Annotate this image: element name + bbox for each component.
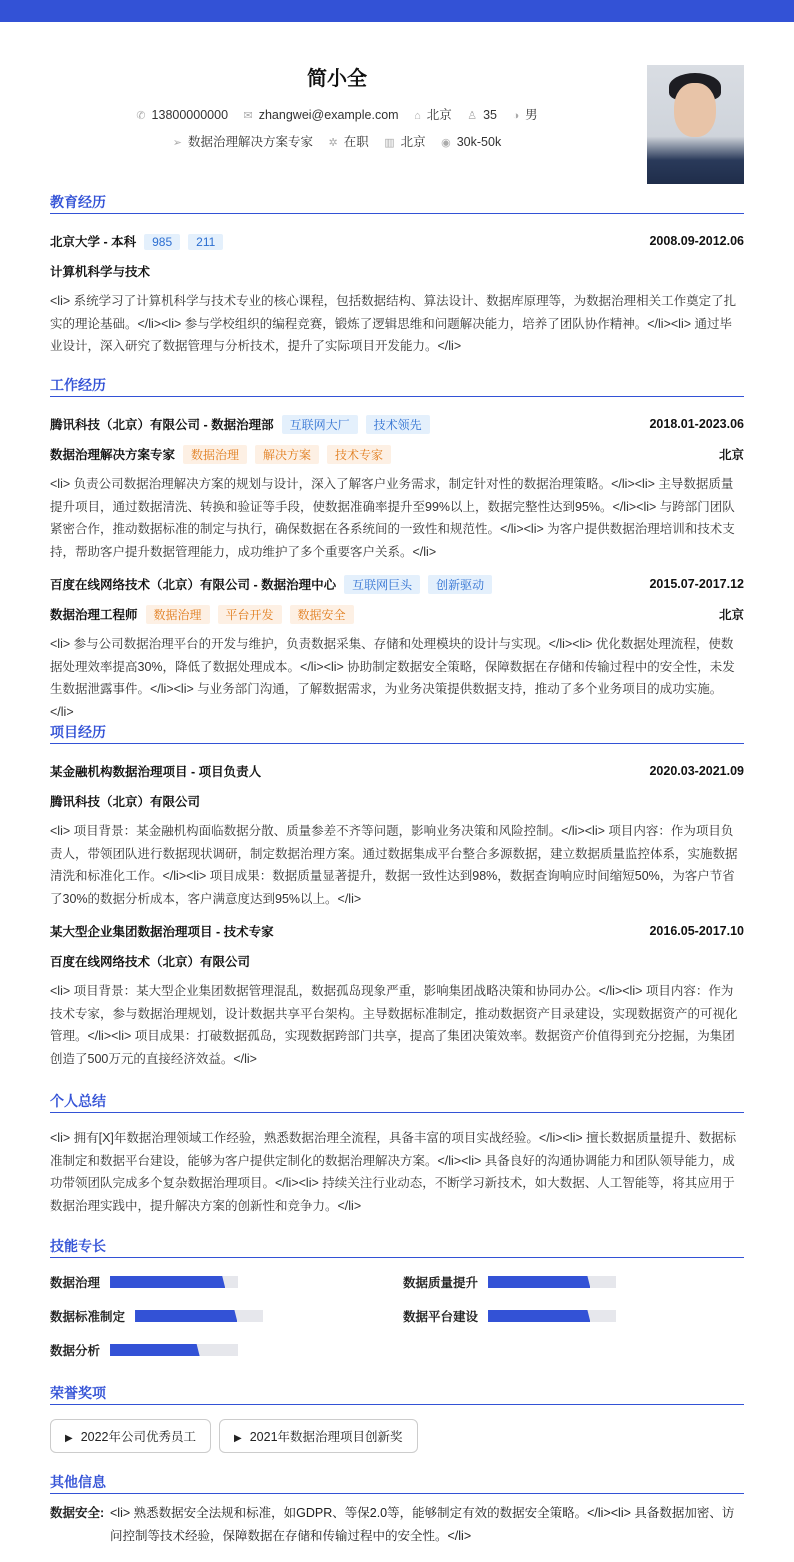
company-row [50,569,744,599]
tag: 创新驱动 [428,575,492,594]
tag: 互联网大厂 [282,415,358,434]
skill-bar-fill [135,1310,237,1322]
skill-item [403,1272,744,1292]
tag: 数据治理 [146,605,210,624]
tag: 技术专家 [327,445,391,464]
description: <li> 系统学习了计算机科学与技术专业的核心课程，包括数据结构、算法设计、数据库原理等，为数据治理相关工作奠定了扎实的理论基础。</li><li> 参与学校组织的编程竞赛，锻炼了逻辑思维和问题解决能力，培养了团队协作精神。</li><li> 通过毕业设计，深入研究了数据管理与分析技术，提升了实际项目开发能力。</li> [50,294,737,353]
building-icon: ▥ [384,137,395,149]
skill-bar-fill [110,1276,225,1288]
skill-name: 数据治理 [50,1276,101,1290]
project-row [50,756,744,786]
summary-section [50,1091,744,1217]
date-range: 2020.03-2021.09 [649,764,744,778]
skills-section [50,1236,744,1360]
skill-bar [488,1276,616,1288]
section-title: 技能专长 [50,1236,744,1258]
home-icon: ⌂ [414,110,421,122]
awards-section [50,1383,744,1453]
tag: 985 [144,234,180,250]
other-row [50,1502,744,1547]
project-row [50,916,744,946]
section-title: 其他信息 [50,1472,744,1494]
skill-name: 数据平台建设 [403,1310,479,1324]
gender: 男 [525,108,538,122]
section-title: 个人总结 [50,1091,744,1113]
email: zhangwei@example.com [258,108,399,122]
education-row [50,226,744,256]
skill-bar-fill [110,1344,200,1356]
skill-bar [110,1276,238,1288]
date-range: 2008.09-2012.06 [649,234,744,248]
email-icon: ✉ [243,110,253,122]
skill-item [50,1272,403,1292]
company-name: 百度在线网络技术（北京）有限公司 - 数据治理中心 [50,577,337,592]
skill-item [50,1340,403,1360]
status-icon: ✲ [328,137,338,149]
project-name: 某金融机构数据治理项目 - 项目负责人 [50,765,262,779]
section-title: 工作经历 [50,375,744,397]
project-section [50,722,744,1070]
gender-icon: ◑ [512,110,520,122]
award-label: 2022年公司优秀员工 [80,1430,197,1444]
work-city: 北京 [718,608,744,622]
skill-item [403,1306,744,1326]
project-company: 腾讯科技（北京）有限公司 [50,795,201,809]
caret-right-icon: ▶ [65,1433,73,1444]
school-name: 北京大学 - 本科 [50,235,137,249]
top-accent-bar [0,0,794,22]
role-row [50,599,744,629]
skill-bar [110,1344,238,1356]
work-city: 北京 [718,448,744,462]
tag: 数据安全 [290,605,354,624]
tag: 211 [188,234,223,250]
city: 北京 [426,108,452,122]
summary-text: <li> 拥有[X]年数据治理领域工作经验，熟悉数据治理全流程，具备丰富的项目实战经验。</li><li> 擅长数据质量提升、数据标准制定和数据平台建设，能够为客户提供定制化的数据治理解决方案。</li><li> 具备良好的沟通协调能力和团队领导能力，成功带领团队完成多个复杂数据治理项目。</li><li> 持续关注行业动态，不断学习新技术，如大数据、人工智能等，将其应用于数据治理实践中，提升解决方案的创新性和竞争力。</li> [50,1131,737,1213]
tag: 技术领先 [366,415,430,434]
tag: 平台开发 [218,605,282,624]
company-line [50,415,430,434]
skill-name: 数据标准制定 [50,1310,126,1324]
role-line [50,605,354,624]
award-item[interactable] [50,1419,211,1453]
project-company: 百度在线网络技术（北京）有限公司 [50,955,251,969]
age: 35 [483,108,497,122]
school-line [50,232,223,250]
caret-right-icon: ▶ [234,1433,242,1444]
company-name: 腾讯科技（北京）有限公司 - 数据治理部 [50,417,274,432]
role-name: 数据治理工程师 [50,607,138,622]
salary: 30k-50k [456,135,502,149]
section-title: 荣誉奖项 [50,1383,744,1405]
other-section [50,1472,744,1547]
award-item[interactable] [219,1419,418,1453]
company-row [50,409,744,439]
description: <li> 项目背景：某大型企业集团数据管理混乱，数据孤岛现象严重，影响集团战略决策和协同办公。</li><li> 项目内容：作为技术专家，参与数据治理规划，设计数据共享平台架构。主导数据标准制定，推动数据资产目录建设，实现数据资产的可视化管理。</li><li> 项目成果：打破数据孤岛，实现数据跨部门共享，提高了集团决策效率。数据资产价值得到充分挖掘，为集团创造了500万元的直接经济效益。</li> [50,984,738,1066]
section-title: 教育经历 [50,192,744,214]
date-range: 2016.05-2017.10 [649,924,744,938]
salary-icon: ◉ [441,137,451,149]
phone-icon: ✆ [136,110,146,122]
tag: 解决方案 [255,445,319,464]
skill-name: 数据分析 [50,1344,101,1358]
skill-bar [135,1310,263,1322]
work-city: 北京 [400,135,426,149]
date-range: 2015.07-2017.12 [649,577,744,591]
skill-bar [488,1310,616,1322]
company-line [50,575,492,594]
skill-item [50,1306,403,1326]
age-icon: ♙ [467,110,478,122]
skill-bar-fill [488,1310,590,1322]
tag: 互联网巨头 [344,575,420,594]
other-key: 数据安全: [50,1506,105,1520]
role-name: 数据治理解决方案专家 [50,447,176,462]
tag: 数据治理 [183,445,247,464]
description: <li> 负责公司数据治理解决方案的规划与设计，深入了解客户业务需求，制定针对性的数据治理策略。</li><li> 主导数据质量提升项目，通过数据清洗、转换和验证等手段，使数据准确率提升至99%以上，数据完整性达到95%。</li><li> 与跨部门团队紧密合作，推动数据标准的制定与执行，确保数据在各系统间的一致性和规范性。</li><li> 为客户提供数据治理培训和技术支持，帮助客户提升数据管理能力，成功维护了多个重要客户关系。</li> [50,477,735,559]
date-range: 2018.01-2023.06 [649,417,744,431]
phone: 13800000000 [151,108,229,122]
candidate-name: 简小全 [307,68,367,90]
contact-info [0,105,674,123]
role-row [50,439,744,469]
education-section [50,192,744,358]
role-line [50,445,391,464]
description: <li> 项目背景：某金融机构面临数据分散、质量参差不齐等问题，影响业务决策和风险控制。</li><li> 项目内容：作为项目负责人，带领团队进行数据现状调研，制定数据治理方案。通过数据集成平台整合多源数据，建立数据质量监控体系，实施数据清洗和标准化工作。</li><li> 项目成果：数据质量显著提升，数据一致性达到98%，数据查询响应时间缩短50%，为客户节省了30%的数据分析成本，客户满意度达到95%以上。</li> [50,824,738,906]
resume-header [0,22,794,172]
skill-bar-fill [488,1276,590,1288]
description: <li> 参与公司数据治理平台的开发与维护，负责数据采集、存储和处理模块的设计与实现。</li><li> 优化数据处理流程，使数据处理效率提高30%，降低了数据处理成本。</li><li> 协助制定数据安全策略，保障数据在存储和传输过程中的安全性，未发生数据泄露事件。</li><li> 与业务部门沟通，了解数据需求，为业务决策提供数据支持，推动了多个业务项目的成功实施。</li> [50,637,735,719]
avatar-photo [647,65,744,184]
position: 数据治理解决方案专家 [188,135,314,149]
project-name: 某大型企业集团数据治理项目 - 技术专家 [50,925,274,939]
award-label: 2021年数据治理项目创新奖 [249,1430,403,1444]
status: 在职 [343,135,369,149]
work-section [50,375,744,723]
send-icon: ➢ [172,137,182,149]
job-intent [0,132,674,150]
skill-name: 数据质量提升 [403,1276,479,1290]
major: 计算机科学与技术 [50,265,151,279]
section-title: 项目经历 [50,722,744,744]
other-value: <li> 熟悉数据安全法规和标准，如GDPR、等保2.0等，能够制定有效的数据安全策略。</li><li> 具备数据加密、访问控制等技术经验，保障数据在存储和传输过程中的安全性。</li> [110,1506,735,1543]
